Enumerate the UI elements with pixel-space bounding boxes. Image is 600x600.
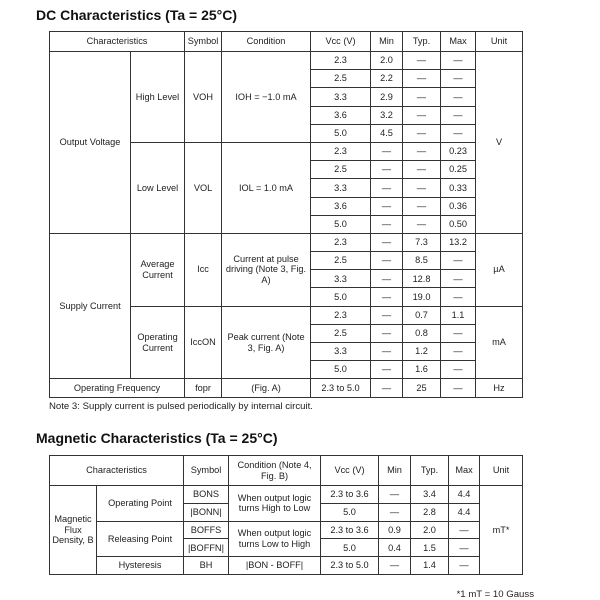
- typ-cell: 1.5: [411, 539, 449, 557]
- vcc-cell: 3.3: [311, 179, 371, 197]
- min-cell: —: [379, 486, 411, 504]
- header-vcc: Vcc (V): [311, 32, 371, 52]
- vcc-cell: 2.3 to 5.0: [311, 379, 371, 397]
- max-cell: —: [449, 539, 480, 557]
- vcc-cell: 2.5: [311, 324, 371, 342]
- min-cell: —: [371, 306, 403, 324]
- typ-cell: 7.3: [403, 233, 441, 251]
- vcc-cell: 5.0: [311, 215, 371, 233]
- vcc-cell: 2.3 to 3.6: [321, 521, 379, 539]
- max-cell: 4.4: [449, 486, 480, 504]
- boffn-symbol: |BOFFN|: [184, 539, 229, 557]
- vcc-cell: 3.3: [311, 343, 371, 361]
- table-row: [50, 521, 523, 539]
- table-row: [50, 233, 523, 251]
- header-min: Min: [371, 32, 403, 52]
- max-cell: —: [441, 106, 476, 124]
- table-header-row: [50, 32, 523, 52]
- high-level-label: High Level: [131, 52, 185, 143]
- vcc-cell: 3.3: [311, 88, 371, 106]
- operating-current-label: Operating Current: [131, 306, 185, 379]
- typ-cell: 0.8: [403, 324, 441, 342]
- icc-condition: Current at pulse driving (Note 3, Fig. A): [222, 233, 311, 306]
- vcc-cell: 2.3 to 5.0: [321, 557, 379, 575]
- typ-cell: 19.0: [403, 288, 441, 306]
- typ-cell: —: [403, 142, 441, 160]
- magnetic-characteristics-table: [49, 455, 523, 575]
- typ-cell: 2.8: [411, 503, 449, 521]
- dc-characteristics-table: [49, 31, 523, 398]
- max-cell: 13.2: [441, 233, 476, 251]
- supply-current-label: Supply Current: [50, 233, 131, 379]
- min-cell: 3.2: [371, 106, 403, 124]
- max-cell: —: [441, 88, 476, 106]
- flux-density-label: Magnetic Flux Density, B: [50, 486, 97, 575]
- average-current-unit: µA: [476, 233, 523, 306]
- icc-on-condition: Peak current (Note 3, Fig. A): [222, 306, 311, 379]
- table-header-row: [50, 456, 523, 486]
- min-cell: —: [379, 557, 411, 575]
- min-cell: —: [379, 503, 411, 521]
- vcc-cell: 5.0: [321, 503, 379, 521]
- icc-symbol: Icc: [185, 233, 222, 306]
- fopr-condition: (Fig. A): [222, 379, 311, 397]
- header-typ: Typ.: [403, 32, 441, 52]
- vcc-cell: 5.0: [311, 361, 371, 379]
- bonn-symbol: |BONN|: [184, 503, 229, 521]
- header-condition: Condition: [222, 32, 311, 52]
- releasing-point-label: Releasing Point: [97, 521, 184, 557]
- typ-cell: —: [403, 197, 441, 215]
- header-condition: Condition (Note 4, Fig. B): [229, 456, 321, 486]
- max-cell: —: [449, 521, 480, 539]
- vol-symbol: VOL: [185, 142, 222, 233]
- typ-cell: 1.6: [403, 361, 441, 379]
- max-cell: —: [441, 70, 476, 88]
- table-row: [50, 557, 523, 575]
- vcc-cell: 2.5: [311, 161, 371, 179]
- max-cell: —: [441, 343, 476, 361]
- typ-cell: —: [403, 106, 441, 124]
- vol-condition: IOL = 1.0 mA: [222, 142, 311, 233]
- typ-cell: 0.7: [403, 306, 441, 324]
- note-3: Note 3: Supply current is pulsed periodically by internal circuit.: [49, 401, 313, 412]
- typ-cell: —: [403, 124, 441, 142]
- table-row: [50, 379, 523, 397]
- operating-frequency-label: Operating Frequency: [50, 379, 185, 397]
- header-characteristics: Characteristics: [50, 32, 185, 52]
- max-cell: 0.25: [441, 161, 476, 179]
- low-level-label: Low Level: [131, 142, 185, 233]
- max-cell: —: [449, 557, 480, 575]
- header-max: Max: [449, 456, 480, 486]
- typ-cell: 12.8: [403, 270, 441, 288]
- output-voltage-label: Output Voltage: [50, 52, 131, 234]
- max-cell: 4.4: [449, 503, 480, 521]
- header-unit: Unit: [476, 32, 523, 52]
- vcc-cell: 5.0: [311, 124, 371, 142]
- vcc-cell: 5.0: [311, 288, 371, 306]
- header-max: Max: [441, 32, 476, 52]
- max-cell: —: [441, 324, 476, 342]
- fopr-symbol: fopr: [185, 379, 222, 397]
- max-cell: 0.23: [441, 142, 476, 160]
- magnetic-unit: mT*: [480, 486, 523, 575]
- typ-cell: —: [403, 161, 441, 179]
- voh-symbol: VOH: [185, 52, 222, 143]
- vcc-cell: 2.3: [311, 142, 371, 160]
- typ-cell: 3.4: [411, 486, 449, 504]
- operating-current-unit: mA: [476, 306, 523, 379]
- min-cell: 2.0: [371, 52, 403, 70]
- min-cell: 2.2: [371, 70, 403, 88]
- typ-cell: —: [403, 88, 441, 106]
- magnetic-characteristics-title: Magnetic Characteristics (Ta = 25°C): [36, 430, 278, 446]
- average-current-label: Average Current: [131, 233, 185, 306]
- header-characteristics: Characteristics: [50, 456, 184, 486]
- min-cell: —: [371, 215, 403, 233]
- max-cell: —: [441, 379, 476, 397]
- typ-cell: 1.2: [403, 343, 441, 361]
- typ-cell: —: [403, 52, 441, 70]
- operating-point-condition: When output logic turns High to Low: [229, 486, 321, 522]
- gauss-footnote: *1 mT = 10 Gauss: [456, 589, 534, 600]
- hysteresis-condition: |BON - BOFF|: [229, 557, 321, 575]
- min-cell: —: [371, 142, 403, 160]
- icc-on-symbol: IccON: [185, 306, 222, 379]
- vcc-cell: 3.6: [311, 197, 371, 215]
- table-row: [50, 52, 523, 70]
- typ-cell: 1.4: [411, 557, 449, 575]
- min-cell: —: [371, 379, 403, 397]
- min-cell: —: [371, 361, 403, 379]
- min-cell: 0.4: [379, 539, 411, 557]
- max-cell: —: [441, 252, 476, 270]
- max-cell: 0.36: [441, 197, 476, 215]
- max-cell: —: [441, 124, 476, 142]
- min-cell: 2.9: [371, 88, 403, 106]
- max-cell: 0.50: [441, 215, 476, 233]
- header-unit: Unit: [480, 456, 523, 486]
- header-typ: Typ.: [411, 456, 449, 486]
- header-symbol: Symbol: [185, 32, 222, 52]
- vcc-cell: 3.3: [311, 270, 371, 288]
- vcc-cell: 2.3: [311, 233, 371, 251]
- boffs-symbol: BOFFS: [184, 521, 229, 539]
- max-cell: —: [441, 361, 476, 379]
- max-cell: 0.33: [441, 179, 476, 197]
- max-cell: 1.1: [441, 306, 476, 324]
- vcc-cell: 3.6: [311, 106, 371, 124]
- vcc-cell: 2.3: [311, 306, 371, 324]
- min-cell: 0.9: [379, 521, 411, 539]
- min-cell: —: [371, 161, 403, 179]
- min-cell: —: [371, 179, 403, 197]
- min-cell: —: [371, 252, 403, 270]
- header-symbol: Symbol: [184, 456, 229, 486]
- vcc-cell: 5.0: [321, 539, 379, 557]
- releasing-point-condition: When output logic turns Low to High: [229, 521, 321, 557]
- min-cell: —: [371, 197, 403, 215]
- bh-symbol: BH: [184, 557, 229, 575]
- output-voltage-unit: V: [476, 52, 523, 234]
- header-vcc: Vcc (V): [321, 456, 379, 486]
- vcc-cell: 2.3 to 3.6: [321, 486, 379, 504]
- min-cell: 4.5: [371, 124, 403, 142]
- typ-cell: —: [403, 70, 441, 88]
- hysteresis-label: Hysteresis: [97, 557, 184, 575]
- max-cell: —: [441, 270, 476, 288]
- min-cell: —: [371, 324, 403, 342]
- vcc-cell: 2.3: [311, 52, 371, 70]
- voh-condition: IOH = −1.0 mA: [222, 52, 311, 143]
- typ-cell: 25: [403, 379, 441, 397]
- dc-characteristics-title: DC Characteristics (Ta = 25°C): [36, 7, 238, 23]
- vcc-cell: 2.5: [311, 252, 371, 270]
- min-cell: —: [371, 233, 403, 251]
- min-cell: —: [371, 288, 403, 306]
- bons-symbol: BONS: [184, 486, 229, 504]
- typ-cell: —: [403, 215, 441, 233]
- table-row: [50, 486, 523, 504]
- max-cell: —: [441, 52, 476, 70]
- min-cell: —: [371, 343, 403, 361]
- operating-point-label: Operating Point: [97, 486, 184, 522]
- typ-cell: 8.5: [403, 252, 441, 270]
- min-cell: —: [371, 270, 403, 288]
- vcc-cell: 2.5: [311, 70, 371, 88]
- max-cell: —: [441, 288, 476, 306]
- frequency-unit: Hz: [476, 379, 523, 397]
- typ-cell: 2.0: [411, 521, 449, 539]
- header-min: Min: [379, 456, 411, 486]
- typ-cell: —: [403, 179, 441, 197]
